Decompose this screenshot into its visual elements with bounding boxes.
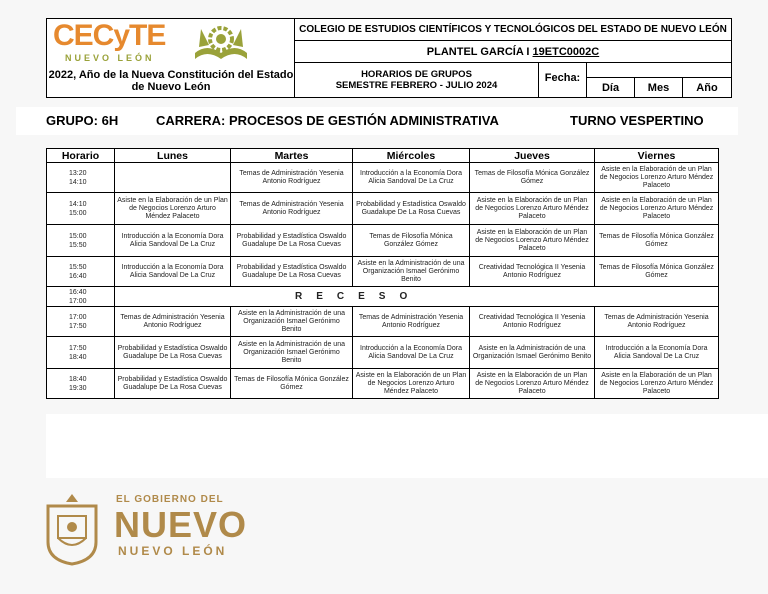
schedule-row [295,63,731,97]
class-cell: Probabilidad y Estadística Oswaldo Guadalupe De La Rosa Cuevas [115,369,231,399]
motto: 2022, Año de la Nueva Constitución del Estado de Nuevo León [48,69,294,93]
plantel-code: 19ETC0002C [532,46,600,58]
class-cell: Asiste en la Administración de una Organización Ismael Gerónimo Benito [231,307,353,337]
time-label: 17:00 [69,313,87,321]
class-cell: Asiste en la Elaboración de un Plan de Negocios Lorenzo Arturo Méndez Palaceto [353,369,470,399]
column-header: Jueves [470,149,595,163]
class-cell: Asiste en la Elaboración de un Plan de Negocios Lorenzo Arturo Méndez Palaceto [595,369,719,399]
time-cell [47,257,115,287]
time-cell [47,369,115,399]
table-row [47,369,719,399]
anio-field: Año [683,77,731,97]
blank-area [46,414,768,478]
class-cell [115,163,231,193]
class-cell: Asiste en la Elaboración de un Plan de Negocios Lorenzo Arturo Méndez Palaceto [470,225,595,257]
table-row [47,337,719,369]
class-cell: Asiste en la Elaboración de un Plan de Negocios Lorenzo Arturo Méndez Palaceto [595,193,719,225]
class-cell: Introducción a la Economía Dora Alicia Sandoval De La Cruz [353,163,470,193]
table-header-row [47,149,719,163]
column-header: Miércoles [353,149,470,163]
schedule-title [295,63,539,97]
time-cell [47,193,115,225]
column-header: Martes [231,149,353,163]
class-cell: Probabilidad y Estadística Oswaldo Guadalupe De La Rosa Cuevas [115,337,231,369]
time-label: 15:00 [69,209,87,217]
time-label: 13:20 [69,169,87,177]
class-cell: Temas de Filosofía Mónica González Gómez [595,257,719,287]
gobierno-line3: NUEVO LEÓN [118,544,228,558]
gobierno-logo [40,488,250,568]
time-cell [47,287,115,307]
class-cell: Asiste en la Elaboración de un Plan de Negocios Lorenzo Arturo Méndez Palaceto [470,369,595,399]
class-cell: Asiste en la Administración de una Organización Ismael Gerónimo Benito [353,257,470,287]
time-label: 17:50 [69,322,87,330]
grupo-label: GRUPO: 6H [46,113,119,128]
time-label: 16:40 [69,288,87,296]
time-cell [47,337,115,369]
mes-field: Mes [635,77,683,97]
class-cell: Asiste en la Administración de una Organización Ismael Gerónimo Benito [231,337,353,369]
time-label: 18:40 [69,353,87,361]
class-cell: Asiste en la Elaboración de un Plan de Negocios Lorenzo Arturo Méndez Palaceto [115,193,231,225]
class-cell: Asiste en la Elaboración de un Plan de Negocios Lorenzo Arturo Méndez Palaceto [595,163,719,193]
gobierno-line1: EL GOBIERNO DEL [116,494,224,505]
time-label: 17:00 [69,297,87,305]
column-header: Horario [47,149,115,163]
class-cell: Probabilidad y Estadística Oswaldo Guadalupe De La Rosa Cuevas [353,193,470,225]
schedule-table [46,148,719,399]
college-name: COLEGIO DE ESTUDIOS CIENTÍFICOS Y TECNOLÓGICOS DEL ESTADO DE NUEVO LEÓN [295,19,731,41]
class-cell: Probabilidad y Estadística Oswaldo Guadalupe De La Rosa Cuevas [231,257,353,287]
schedule-title-line1: HORARIOS DE GRUPOS [361,69,472,80]
class-cell: Introducción a la Economía Dora Alicia Sandoval De La Cruz [595,337,719,369]
time-label: 15:00 [69,232,87,240]
table-row [47,287,719,307]
logo-wordmark: CECyTE [53,19,166,52]
class-cell: Temas de Filosofía Mónica González Gómez [595,225,719,257]
class-cell: Temas de Administración Yesenia Antonio Rodríguez [353,307,470,337]
gobierno-line2: NUEVO [114,504,248,545]
column-header: Viernes [595,149,719,163]
logo-cell [47,19,295,97]
time-cell [47,307,115,337]
plantel-label: PLANTEL GARCÍA I [426,46,530,58]
receso-cell: RECESO [115,287,719,307]
dia-field: Día [587,77,635,97]
class-cell: Probabilidad y Estadística Oswaldo Guadalupe De La Rosa Cuevas [231,225,353,257]
class-cell: Asiste en la Elaboración de un Plan de Negocios Lorenzo Arturo Méndez Palaceto [470,193,595,225]
schedule-title-line2: SEMESTRE FEBRERO - JULIO 2024 [335,80,498,91]
class-cell: Asiste en la Administración de una Organización Ismael Gerónimo Benito [470,337,595,369]
table-row [47,307,719,337]
carrera-label: CARRERA: PROCESOS DE GESTIÓN ADMINISTRATIVA [156,113,499,128]
class-cell: Temas de Administración Yesenia Antonio Rodríguez [595,307,719,337]
time-label: 14:10 [69,178,87,186]
table-row [47,225,719,257]
header-table [46,18,732,98]
time-label: 16:40 [69,272,87,280]
column-header: Lunes [115,149,231,163]
time-cell [47,163,115,193]
table-row [47,163,719,193]
class-cell: Temas de Filosofía Mónica González Gómez [470,163,595,193]
logo-subtitle: NUEVO LEÓN [65,53,155,63]
table-row [47,257,719,287]
time-label: 18:40 [69,375,87,383]
class-cell: Temas de Administración Yesenia Antonio Rodríguez [115,307,231,337]
class-cell: Temas de Administración Yesenia Antonio Rodríguez [231,163,353,193]
class-cell: Introducción a la Economía Dora Alicia Sandoval De La Cruz [115,257,231,287]
fecha-label: Fecha: [539,63,587,97]
plantel-row [295,41,731,63]
class-cell: Introducción a la Economía Dora Alicia Sandoval De La Cruz [353,337,470,369]
book-gear-icon [191,23,251,65]
coat-of-arms-icon [40,492,104,566]
time-label: 19:30 [69,384,87,392]
table-row [47,193,719,225]
class-cell: Temas de Filosofía Mónica González Gómez [231,369,353,399]
turno-label: TURNO VESPERTINO [570,113,704,128]
time-label: 14:10 [69,200,87,208]
class-cell: Creatividad Tecnológica II Yesenia Antonio Rodríguez [470,307,595,337]
class-cell: Creatividad Tecnológica II Yesenia Antonio Rodríguez [470,257,595,287]
cecyte-logo [53,21,253,67]
time-label: 15:50 [69,241,87,249]
class-cell: Temas de Administración Yesenia Antonio Rodríguez [231,193,353,225]
time-label: 17:50 [69,344,87,352]
class-cell: Introducción a la Economía Dora Alicia Sandoval De La Cruz [115,225,231,257]
time-cell [47,225,115,257]
time-label: 15:50 [69,263,87,271]
class-cell: Temas de Filosofía Mónica González Gómez [353,225,470,257]
group-band [16,107,738,135]
